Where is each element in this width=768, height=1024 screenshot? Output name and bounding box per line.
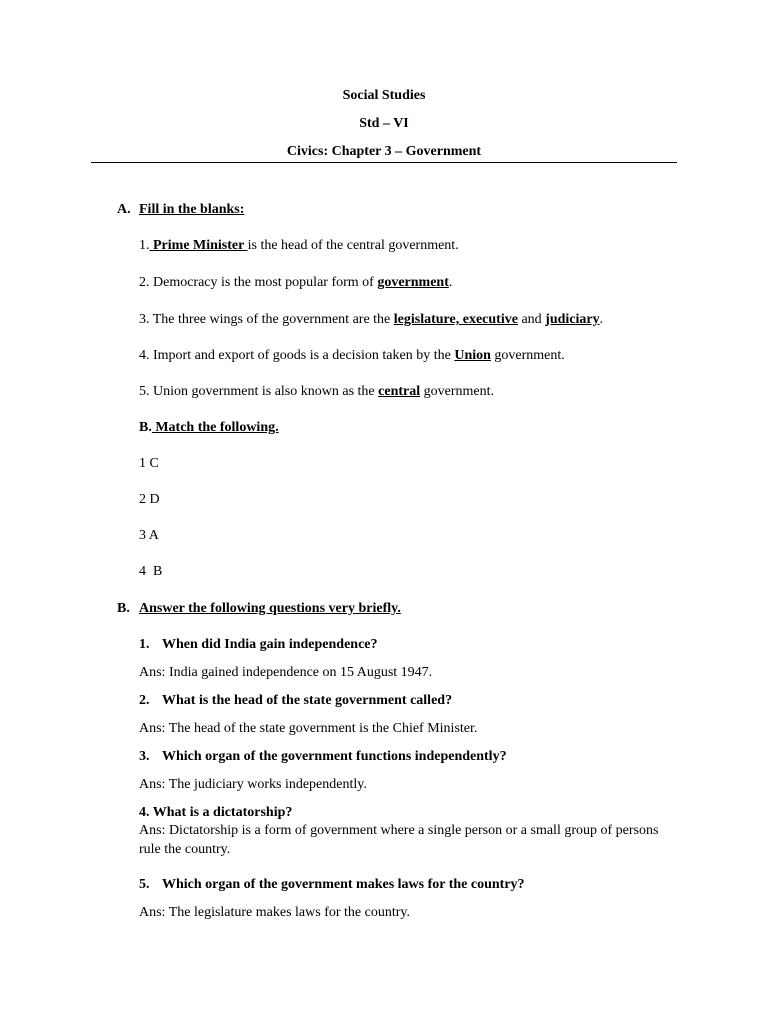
fill-blank-3-post: . [599,312,604,327]
section-a-heading [117,202,244,218]
fill-blank-item-2 [139,275,452,291]
fill-blank-item-5 [139,384,494,400]
question-2 [139,693,452,709]
answer-2: Ans: The head of the state government is the Chief Minister. [139,721,478,736]
match-heading-text: Match the following. [151,420,279,435]
match-heading [139,420,279,436]
fill-blank-3-mid: and [517,312,546,327]
question-4-text: What is a dictatorship? [149,805,293,820]
answer-5: Ans: The legislature makes laws for the country. [139,905,410,920]
question-2-text: What is the head of the state government called? [162,693,453,708]
fill-blank-1-answer: Prime Minister [149,238,248,253]
fill-blank-1-rest: is the head of the central government. [247,238,459,253]
question-2-num: 2. [139,693,150,708]
fill-blank-item-1 [139,238,459,254]
question-5 [139,877,525,893]
fill-blank-1-num: 1. [139,238,150,253]
subject-title: Social Studies [342,88,426,103]
fill-blank-item-3 [139,312,603,328]
fill-blank-2-pre: 2. Democracy is the most popular form of [139,275,378,290]
fill-blank-2-answer: government [377,275,449,290]
fill-blank-3-pre: 3. The three wings of the government are the [139,312,394,327]
match-item-2: 2 D [139,492,160,507]
fill-blank-4-answer: Union [454,348,491,363]
match-item-1: 1 C [139,456,159,471]
section-b-heading-text: Answer the following questions very briefly. [139,601,401,616]
question-4 [139,805,292,821]
fill-blank-item-4 [139,348,565,364]
question-1-num: 1. [139,637,150,652]
question-5-text: Which organ of the government makes laws for the country? [162,877,525,892]
fill-blank-3-answer-1: legislature, executive [393,312,518,327]
match-letter: B. [139,420,152,435]
question-3 [139,749,507,765]
std-title: Std – VI [359,116,409,131]
fill-blank-3-answer-2: judiciary [545,312,600,327]
answer-1: Ans: India gained independence on 15 August 1947. [139,665,433,680]
fill-blank-5-answer: central [378,384,421,399]
answer-4: Ans: Dictatorship is a form of government where a single person or a small group of persons rule the country. [139,823,659,857]
match-item-4: 4 B [139,564,163,579]
question-5-num: 5. [139,877,150,892]
question-1-text: When did India gain independence? [162,637,378,652]
question-1 [139,637,378,653]
section-a-letter: A. [117,202,131,217]
section-b-letter: B. [117,601,130,616]
chapter-title: Civics: Chapter 3 – Government [286,144,482,159]
header-divider [91,162,677,163]
section-a-heading-text: Fill in the blanks: [139,202,245,217]
fill-blank-2-post: . [448,275,453,290]
question-3-num: 3. [139,749,150,764]
fill-blank-5-pre: 5. Union government is also known as the [139,384,379,399]
fill-blank-4-post: government. [490,348,565,363]
fill-blank-5-post: government. [420,384,494,399]
section-b-heading [117,601,401,617]
fill-blank-4-pre: 4. Import and export of goods is a decision taken by the [139,348,455,363]
question-4-num: 4. [139,805,150,820]
answer-3: Ans: The judiciary works independently. [139,777,367,792]
match-item-3: 3 A [139,528,159,543]
question-3-text: Which organ of the government functions independently? [162,749,507,764]
